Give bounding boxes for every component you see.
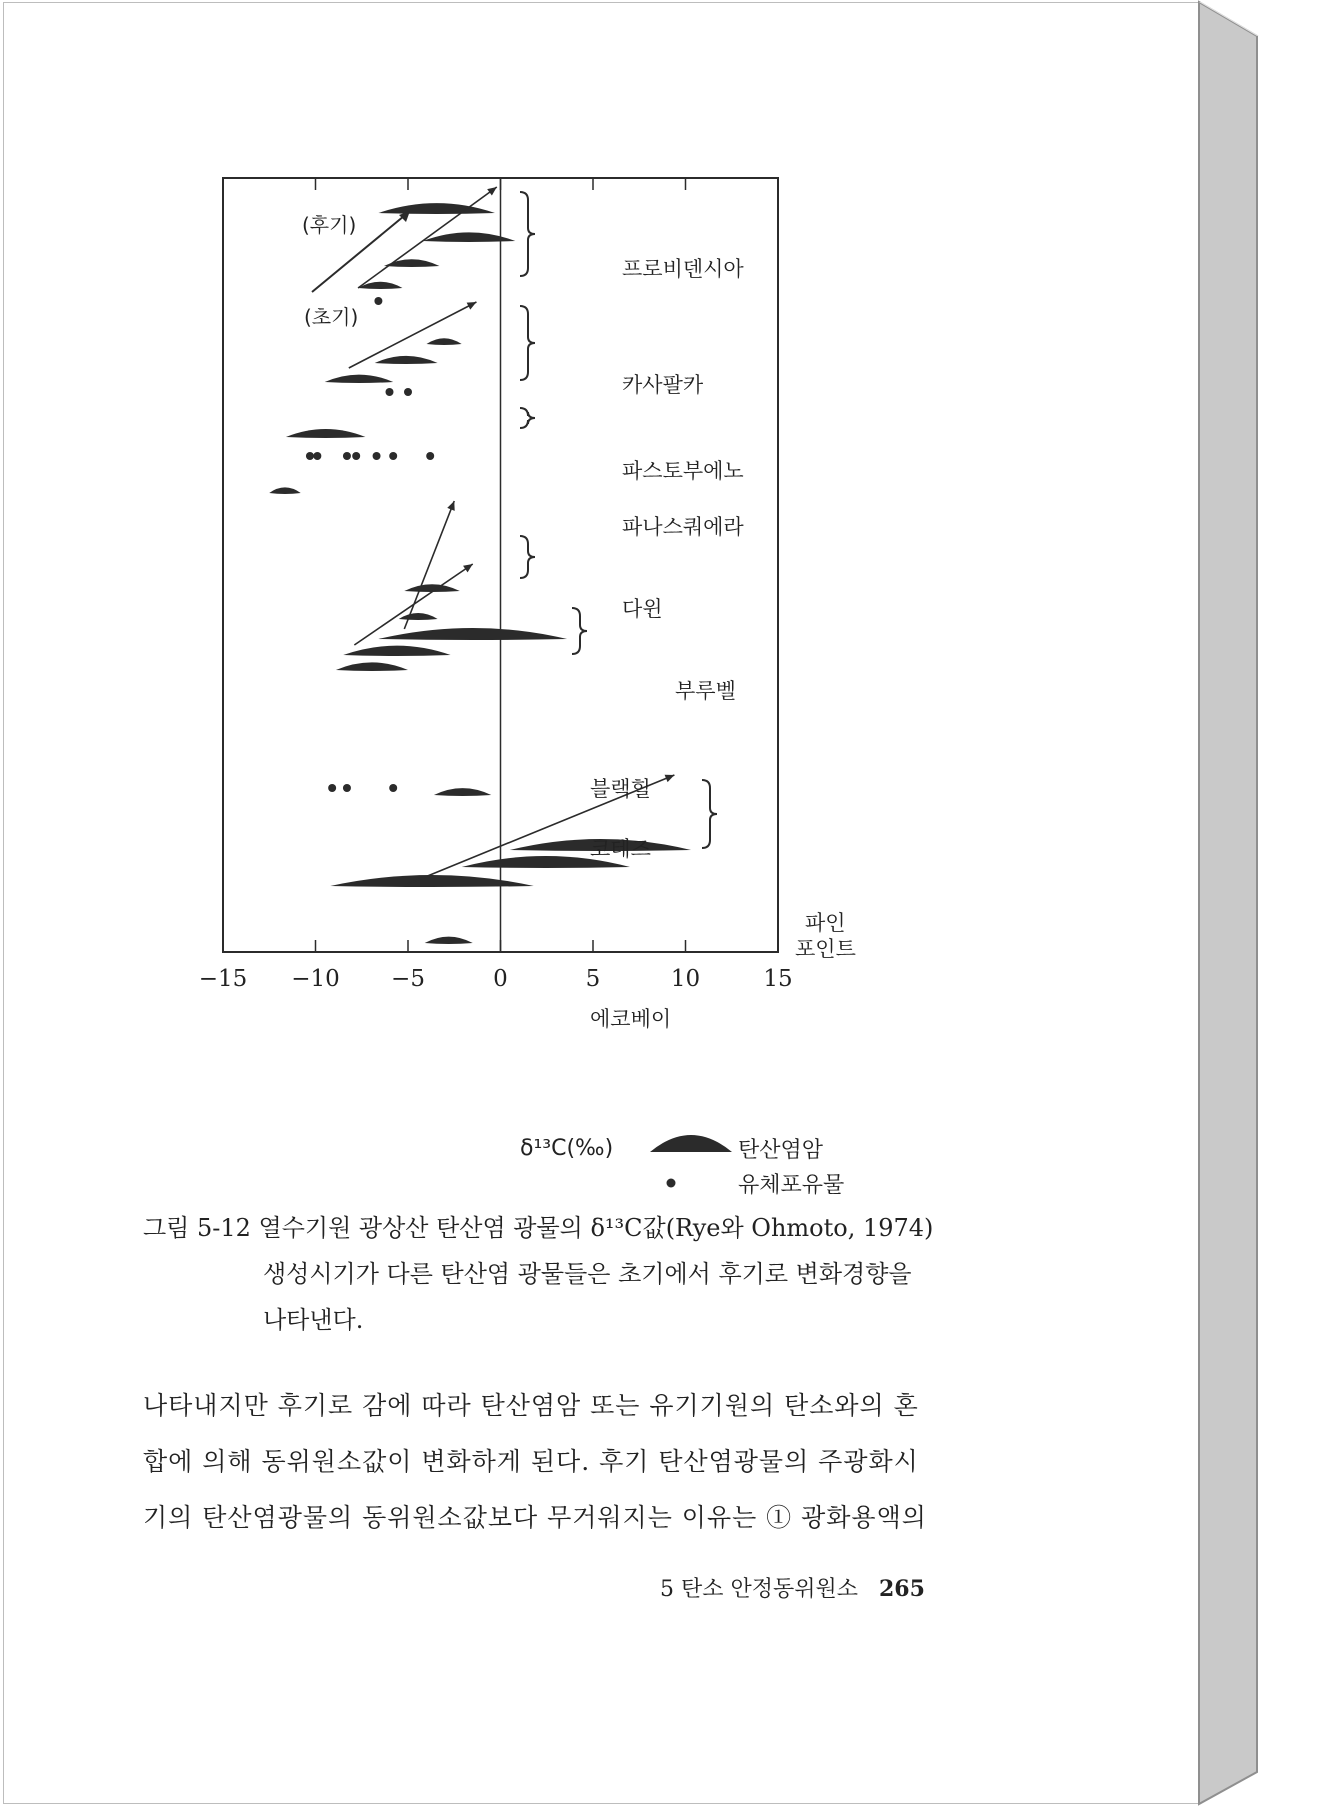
group-label-bluebell: 부루벨 bbox=[675, 679, 736, 703]
group-label-pasto-bueno: 파스토부에노 bbox=[622, 459, 744, 483]
legend-label-carbonate: 탄산염암 bbox=[738, 1138, 824, 1163]
group-bracket bbox=[702, 780, 717, 848]
fluid-inclusion-dot bbox=[404, 388, 412, 396]
carbonate-range-lens bbox=[378, 628, 567, 640]
legend-lens-symbol bbox=[650, 1135, 732, 1152]
fluid-inclusion-dot bbox=[389, 784, 397, 792]
group-bracket bbox=[520, 306, 535, 380]
carbonate-range-lens bbox=[269, 487, 300, 494]
caption-line-1: 그림 5-12 열수기원 광상산 탄산염 광물의 δ¹³C값(Rye와 Ohmoto, 1974) bbox=[143, 1214, 934, 1242]
carbonate-range-lens bbox=[343, 646, 450, 656]
plot-frame bbox=[223, 178, 778, 952]
group-label-darwin: 다윈 bbox=[622, 597, 663, 621]
fluid-inclusion-dot bbox=[373, 452, 381, 460]
fluid-inclusion-dot bbox=[386, 388, 394, 396]
x-tick-label: −15 bbox=[198, 966, 248, 992]
trend-arrow-line bbox=[404, 501, 454, 629]
footer-chapter-title: 5 탄소 안정동위원소 bbox=[660, 1577, 858, 1602]
group-label-cortez: 코테즈 bbox=[590, 837, 651, 861]
x-tick-label: 15 bbox=[763, 966, 793, 992]
fluid-inclusion-dot bbox=[343, 452, 351, 460]
fluid-inclusion-dot bbox=[352, 452, 360, 460]
group-label-pine-point-1: 파인 bbox=[805, 911, 846, 935]
stage-label-late: (후기) bbox=[302, 213, 357, 237]
group-bracket bbox=[520, 408, 535, 428]
legend-dot-symbol bbox=[667, 1179, 676, 1188]
carbonate-range-lens bbox=[404, 584, 460, 592]
plot-marks bbox=[269, 187, 717, 944]
trend-arrowhead bbox=[487, 187, 497, 196]
x-tick-label: 10 bbox=[670, 966, 701, 992]
fluid-inclusion-dot bbox=[426, 452, 434, 460]
x-axis bbox=[199, 178, 793, 992]
carbonate-range-lens bbox=[425, 937, 473, 944]
page-footer bbox=[660, 1572, 925, 1603]
caption-line-3: 나타낸다. bbox=[263, 1306, 364, 1334]
group-label-black-hills: 블랙힐 bbox=[590, 777, 651, 801]
fluid-inclusion-dot bbox=[374, 297, 382, 305]
fluid-inclusion-dot bbox=[343, 784, 351, 792]
body-line-1: 나타내지만 후기로 감에 따라 탄산염암 또는 유기기원의 탄소와의 혼 bbox=[143, 1391, 919, 1420]
group-label-pine-point-2: 포인트 bbox=[795, 937, 856, 961]
trend-arrowhead bbox=[463, 564, 473, 572]
fluid-inclusion-dot bbox=[306, 452, 314, 460]
body-line-2: 합에 의해 동위원소값이 변화하게 된다. 후기 탄산염광물의 주광화시 bbox=[143, 1447, 919, 1476]
carbonate-range-lens bbox=[378, 203, 495, 214]
carbonate-range-lens bbox=[434, 788, 491, 796]
carbonate-range-lens bbox=[423, 232, 516, 242]
carbonate-range-lens bbox=[330, 875, 534, 887]
delta13c-figure bbox=[198, 170, 920, 1198]
body-line-3: 기의 탄산염광물의 동위원소값보다 무거워지는 이유는 ① 광화용액의 bbox=[143, 1503, 927, 1532]
group-bracket bbox=[520, 192, 535, 276]
group-label-echo-bay: 에코베이 bbox=[590, 1007, 672, 1031]
group-label-providencia: 프로비덴시아 bbox=[622, 257, 744, 281]
book-spine-edge bbox=[1199, 0, 1329, 1806]
carbonate-range-lens bbox=[336, 662, 408, 671]
fluid-inclusion-dot bbox=[389, 452, 397, 460]
fluid-inclusion-dot bbox=[328, 784, 336, 792]
x-tick-label: 0 bbox=[493, 966, 508, 992]
carbonate-range-lens bbox=[399, 613, 438, 620]
group-label-casapalca: 카사팔카 bbox=[622, 373, 704, 397]
trend-arrowhead bbox=[447, 501, 454, 511]
group-bracket bbox=[572, 608, 587, 654]
group-label-panasqueira: 파나스쿼에라 bbox=[622, 515, 744, 539]
page-number: 265 bbox=[879, 1576, 925, 1602]
caption-line-2: 생성시기가 다른 탄산염 광물들은 초기에서 후기로 변화경향을 bbox=[263, 1260, 912, 1288]
figure-caption bbox=[143, 1205, 983, 1343]
x-tick-label: −5 bbox=[391, 966, 425, 992]
body-paragraph bbox=[143, 1378, 983, 1546]
stage-label-early: (초기) bbox=[304, 305, 359, 329]
x-axis-label: δ¹³C(‰) bbox=[520, 1136, 614, 1161]
legend-label-fluid-inclusion: 유체포유물 bbox=[738, 1173, 845, 1198]
x-tick-label: −10 bbox=[291, 966, 340, 992]
group-bracket bbox=[520, 536, 535, 578]
x-tick-label: 5 bbox=[585, 966, 601, 992]
carbonate-range-lens bbox=[325, 375, 393, 383]
carbonate-range-lens bbox=[427, 338, 462, 345]
fluid-inclusion-dot bbox=[313, 452, 321, 460]
carbonate-range-lens bbox=[375, 356, 438, 364]
carbonate-range-lens bbox=[286, 429, 366, 438]
